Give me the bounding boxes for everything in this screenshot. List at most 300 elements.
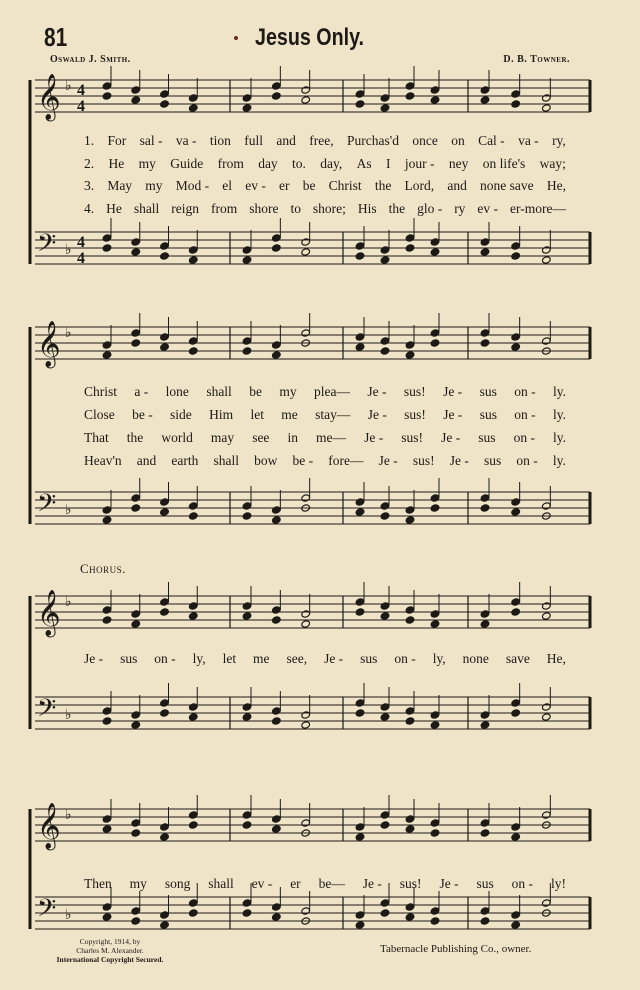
lyric-syllable: er <box>279 178 290 193</box>
lyric-syllable: be - <box>132 407 153 422</box>
lyric-syllable: to <box>290 201 301 216</box>
note-head <box>102 815 112 823</box>
note-head <box>160 833 170 841</box>
note-head <box>272 516 282 524</box>
note-head <box>272 707 282 715</box>
lyric-syllable: 4. <box>84 201 95 216</box>
lyric-syllable: ev - <box>251 876 273 891</box>
treble-clef-icon: 𝄞 <box>37 321 61 367</box>
lyric-syllable: 2. <box>84 156 95 171</box>
note-head <box>160 333 170 341</box>
note-head <box>272 506 282 514</box>
lyric-syllable: Je - <box>362 876 382 891</box>
note-head <box>405 82 415 90</box>
lyric-line <box>84 407 566 423</box>
lyric-syllable: ly. <box>553 407 566 422</box>
note-head <box>188 337 198 345</box>
note-head <box>355 508 365 516</box>
note-head <box>272 341 282 349</box>
note-head <box>355 823 365 831</box>
lyric-syllable: on - <box>394 651 416 666</box>
note-head <box>102 903 112 911</box>
lyric-syllable: ry <box>454 201 466 216</box>
lyric-syllable: ry, <box>552 133 566 148</box>
lyric-syllable: world <box>161 430 193 445</box>
lyric-syllable: once <box>412 133 438 148</box>
note-head <box>542 502 552 510</box>
note-head <box>301 248 311 256</box>
note-head <box>188 602 198 610</box>
key-flat-icon: ♭ <box>65 807 72 823</box>
key-flat-icon: ♭ <box>65 78 72 94</box>
note-head <box>188 811 198 819</box>
note-head <box>430 96 440 104</box>
note-head <box>480 721 490 729</box>
note-head <box>511 90 521 98</box>
note-head <box>160 911 170 919</box>
lyric-syllable: He, <box>546 178 566 193</box>
lyric-syllable: va - <box>175 133 197 148</box>
lyric-syllable: song <box>164 876 191 891</box>
note-head <box>272 351 282 359</box>
note-head <box>380 899 390 907</box>
lyric-syllable: on - <box>513 430 535 445</box>
lyric-syllable: Je - <box>378 453 398 468</box>
lyric-syllable: see, <box>286 651 308 666</box>
lyric-syllable: sus <box>476 876 494 891</box>
note-head <box>430 494 440 502</box>
note-head <box>160 699 170 707</box>
note-head <box>405 92 415 100</box>
lyric-syllable: stay— <box>315 407 351 422</box>
lyric-syllable: Je - <box>324 651 344 666</box>
note-head <box>160 498 170 506</box>
note-head <box>355 709 365 717</box>
lyric-syllable: sus <box>479 407 497 422</box>
note-head <box>480 238 490 246</box>
lyric-syllable: He <box>106 201 122 216</box>
note-head <box>102 616 112 624</box>
key-flat-icon: ♭ <box>65 242 72 258</box>
lyric-syllable: As <box>356 156 372 171</box>
composer: D. B. Towner. <box>503 54 570 65</box>
note-head <box>188 899 198 907</box>
lyric-syllable: none <box>462 651 489 666</box>
lyric-syllable: Close <box>84 407 115 422</box>
note-head <box>542 104 552 112</box>
lyric-syllable: Je - <box>367 384 387 399</box>
note-head <box>131 248 141 256</box>
note-head <box>480 494 490 502</box>
note-head <box>480 711 490 719</box>
note-head <box>160 823 170 831</box>
note-head <box>102 82 112 90</box>
key-flat-icon: ♭ <box>65 594 72 610</box>
lyric-syllable: Je - <box>364 430 384 445</box>
lyric-syllable: sus <box>120 651 138 666</box>
note-head <box>480 504 490 512</box>
note-head <box>272 82 282 90</box>
lyric-syllable: Je - <box>439 876 459 891</box>
note-head <box>542 94 552 102</box>
key-flat-icon: ♭ <box>65 707 72 723</box>
note-head <box>405 606 415 614</box>
note-head <box>355 833 365 841</box>
lyric-syllable: a - <box>134 384 149 399</box>
lyric-syllable: the <box>126 430 144 445</box>
lyric-syllable: Je - <box>367 407 387 422</box>
note-head <box>131 238 141 246</box>
lyric-syllable: va - <box>518 133 539 148</box>
note-head <box>480 620 490 628</box>
lyric-syllable: Heav'n <box>84 453 122 468</box>
lyric-syllable: I <box>386 156 391 171</box>
note-head <box>405 815 415 823</box>
note-head <box>405 244 415 252</box>
note-head <box>542 602 552 610</box>
lyric-line <box>84 156 566 172</box>
note-head <box>188 94 198 102</box>
lyric-syllable: Je - <box>449 453 469 468</box>
note-head <box>430 86 440 94</box>
note-head <box>242 811 252 819</box>
lyric-syllable: me <box>281 407 298 422</box>
author: Oswald J. Smith. <box>50 54 131 65</box>
note-head <box>430 329 440 337</box>
note-head <box>430 917 440 925</box>
lyric-syllable: free, <box>309 133 334 148</box>
copyright-line: Copyright, 1914, by <box>79 937 141 946</box>
note-head <box>355 90 365 98</box>
note-head <box>272 815 282 823</box>
note-head <box>480 86 490 94</box>
copyright-line: International Copyright Secured. <box>56 955 164 964</box>
lyric-syllable: day <box>258 156 278 171</box>
note-head <box>405 516 415 524</box>
lyric-syllable: sus <box>360 651 378 666</box>
note-head <box>131 329 141 337</box>
note-head <box>188 502 198 510</box>
lyric-syllable: shore <box>249 201 279 216</box>
note-head <box>542 337 552 345</box>
note-head <box>480 907 490 915</box>
lyric-line <box>84 133 566 149</box>
lyric-syllable: sus! <box>401 430 424 445</box>
lyric-syllable: me— <box>316 430 347 445</box>
note-head <box>542 899 552 907</box>
note-head <box>380 246 390 254</box>
note-head <box>242 703 252 711</box>
lyric-syllable: on - <box>154 651 176 666</box>
note-head <box>131 819 141 827</box>
note-head <box>430 620 440 628</box>
note-head <box>480 819 490 827</box>
note-head <box>542 612 552 620</box>
note-head <box>102 92 112 100</box>
note-head <box>301 86 311 94</box>
lyric-syllable: from <box>211 201 238 216</box>
note-head <box>188 821 198 829</box>
note-head <box>511 508 521 516</box>
note-head <box>102 234 112 242</box>
lyric-syllable: and <box>136 453 157 468</box>
note-head <box>131 86 141 94</box>
note-head <box>102 825 112 833</box>
note-head <box>102 717 112 725</box>
lyric-syllable: shall <box>208 876 234 891</box>
note-head <box>511 252 521 260</box>
note-head <box>242 337 252 345</box>
lyric-syllable: on <box>451 133 465 148</box>
note-head <box>160 709 170 717</box>
lyric-syllable: He, <box>546 651 566 666</box>
lyric-syllable: my <box>129 876 147 891</box>
lyric-line <box>84 651 566 667</box>
note-head <box>511 608 521 616</box>
lyric-syllable: on life's <box>482 156 526 171</box>
note-head <box>355 100 365 108</box>
lyric-syllable: tion <box>209 133 231 148</box>
note-head <box>242 256 252 264</box>
note-head <box>188 512 198 520</box>
note-head <box>242 612 252 620</box>
bass-clef-icon: 𝄢 <box>37 489 57 524</box>
note-head <box>242 821 252 829</box>
hymn-title: Jesus Only. <box>255 24 365 51</box>
note-head <box>511 699 521 707</box>
lyric-syllable: in <box>287 430 298 445</box>
lyric-line <box>84 201 566 217</box>
note-head <box>542 246 552 254</box>
note-head <box>102 606 112 614</box>
note-head <box>355 242 365 250</box>
lyric-syllable: day, <box>320 156 343 171</box>
note-head <box>380 512 390 520</box>
note-head <box>480 610 490 618</box>
lyric-syllable: Lord, <box>404 178 435 193</box>
lyric-syllable: ly. <box>553 384 566 399</box>
lyric-line <box>84 453 566 469</box>
lyric-syllable: be <box>302 178 316 193</box>
note-head <box>405 717 415 725</box>
lyric-syllable: reign <box>171 201 200 216</box>
note-head <box>355 608 365 616</box>
lyric-syllable: my <box>145 178 163 193</box>
note-head <box>188 256 198 264</box>
lyric-syllable: bow <box>254 453 278 468</box>
note-head <box>131 339 141 347</box>
note-head <box>272 616 282 624</box>
note-head <box>160 343 170 351</box>
note-head <box>380 104 390 112</box>
note-head <box>160 100 170 108</box>
lyric-syllable: none save <box>480 178 534 193</box>
note-head <box>242 909 252 917</box>
key-flat-icon: ♭ <box>65 502 72 518</box>
lyric-syllable: jour - <box>404 156 435 171</box>
lyric-syllable: Purchas'd <box>347 133 399 148</box>
note-head <box>380 337 390 345</box>
note-head <box>480 917 490 925</box>
lyric-syllable: lone <box>165 384 189 399</box>
lyric-syllable: His <box>357 201 377 216</box>
note-head <box>380 94 390 102</box>
lyric-syllable: be— <box>318 876 345 891</box>
lyric-syllable: and <box>276 133 296 148</box>
copyright-line: Charles M. Alexander. <box>76 946 144 955</box>
lyric-syllable: sus! <box>399 876 422 891</box>
lyric-syllable: Je - <box>84 651 104 666</box>
lyric-syllable: ly, <box>192 651 206 666</box>
lyric-syllable: That <box>84 430 109 445</box>
note-head <box>430 238 440 246</box>
treble-clef-icon: 𝄞 <box>37 74 61 120</box>
note-head <box>102 506 112 514</box>
lyric-syllable: and <box>447 178 467 193</box>
note-head <box>355 333 365 341</box>
lyric-syllable: may <box>210 430 235 445</box>
note-head <box>301 96 311 104</box>
lyric-syllable: Then <box>84 876 112 891</box>
note-head <box>242 347 252 355</box>
note-head <box>542 713 552 721</box>
note-head <box>511 709 521 717</box>
owner-notice: Tabernacle Publishing Co., owner. <box>380 943 532 955</box>
note-head <box>380 703 390 711</box>
note-head <box>160 921 170 929</box>
note-head <box>542 703 552 711</box>
note-head <box>188 909 198 917</box>
note-head <box>131 96 141 104</box>
lyric-syllable: be - <box>292 453 314 468</box>
note-head <box>405 506 415 514</box>
lyric-line <box>84 384 566 400</box>
note-head <box>160 242 170 250</box>
note-head <box>511 333 521 341</box>
lyric-syllable: shall <box>206 384 232 399</box>
bass-clef-icon: 𝄢 <box>37 229 57 264</box>
note-head <box>380 821 390 829</box>
lyric-syllable: Je - <box>443 407 463 422</box>
lyric-syllable: For <box>107 133 127 148</box>
note-head <box>102 351 112 359</box>
copyright-notice <box>50 937 170 964</box>
lyric-syllable: May <box>107 178 133 193</box>
note-head <box>242 94 252 102</box>
bass-clef-icon: 𝄢 <box>37 694 57 729</box>
lyric-syllable: sal - <box>139 133 163 148</box>
note-head <box>542 256 552 264</box>
note-head <box>380 909 390 917</box>
note-head <box>272 606 282 614</box>
lyric-syllable: Him <box>209 407 234 422</box>
note-head <box>480 248 490 256</box>
note-head <box>511 100 521 108</box>
lyric-syllable: el <box>222 178 233 193</box>
note-head <box>301 610 311 618</box>
note-head <box>511 498 521 506</box>
treble-clef-icon: 𝄞 <box>37 590 61 636</box>
note-head <box>272 234 282 242</box>
note-head <box>405 234 415 242</box>
lyric-syllable: glo - <box>417 201 443 216</box>
lyric-syllable: ly. <box>552 453 566 468</box>
lyric-syllable: save <box>505 651 530 666</box>
note-head <box>301 907 311 915</box>
time-signature: 4 <box>77 98 85 115</box>
note-head <box>430 339 440 347</box>
note-head <box>301 819 311 827</box>
lyric-syllable: sus! <box>412 453 435 468</box>
note-head <box>430 829 440 837</box>
lyric-syllable: ev - <box>245 178 266 193</box>
note-head <box>355 252 365 260</box>
note-head <box>511 598 521 606</box>
note-head <box>272 92 282 100</box>
lyric-syllable: shall <box>213 453 240 468</box>
note-head <box>380 713 390 721</box>
note-head <box>242 602 252 610</box>
lyric-syllable: ly! <box>550 876 566 891</box>
note-head <box>301 620 311 628</box>
key-flat-icon: ♭ <box>65 907 72 923</box>
note-head <box>131 711 141 719</box>
hymn-number: 81 <box>44 22 68 52</box>
note-head <box>242 246 252 254</box>
lyric-syllable: 1. <box>84 133 95 148</box>
note-head <box>542 811 552 819</box>
note-head <box>131 494 141 502</box>
lyric-syllable: ly. <box>552 430 566 445</box>
lyric-syllable: full <box>244 133 264 148</box>
note-head <box>188 104 198 112</box>
time-signature: 4 <box>77 234 85 251</box>
note-head <box>380 612 390 620</box>
note-head <box>160 598 170 606</box>
note-head <box>131 907 141 915</box>
note-head <box>405 616 415 624</box>
lyric-syllable: er <box>290 876 301 891</box>
note-head <box>188 347 198 355</box>
lyric-syllable: Je - <box>443 384 463 399</box>
lyric-syllable: Je - <box>441 430 461 445</box>
lyric-syllable: shore; <box>312 201 346 216</box>
lyric-syllable: my <box>138 156 156 171</box>
note-head <box>380 347 390 355</box>
lyric-syllable: ney <box>448 156 469 171</box>
note-head <box>272 903 282 911</box>
lyric-syllable: 3. <box>84 178 95 193</box>
note-head <box>430 907 440 915</box>
note-head <box>380 502 390 510</box>
chorus-label: Chorus. <box>80 561 126 576</box>
note-head <box>480 96 490 104</box>
note-head <box>430 610 440 618</box>
lyric-syllable: Christ <box>328 178 362 193</box>
lyric-syllable: Christ <box>84 384 118 399</box>
note-head <box>511 911 521 919</box>
note-head <box>102 244 112 252</box>
lyric-syllable: sus <box>478 430 496 445</box>
lyric-syllable: shall <box>133 201 160 216</box>
note-head <box>102 913 112 921</box>
note-head <box>102 516 112 524</box>
note-head <box>380 602 390 610</box>
note-head <box>160 252 170 260</box>
note-head <box>242 899 252 907</box>
lyric-syllable: way; <box>539 156 566 171</box>
note-head <box>131 504 141 512</box>
